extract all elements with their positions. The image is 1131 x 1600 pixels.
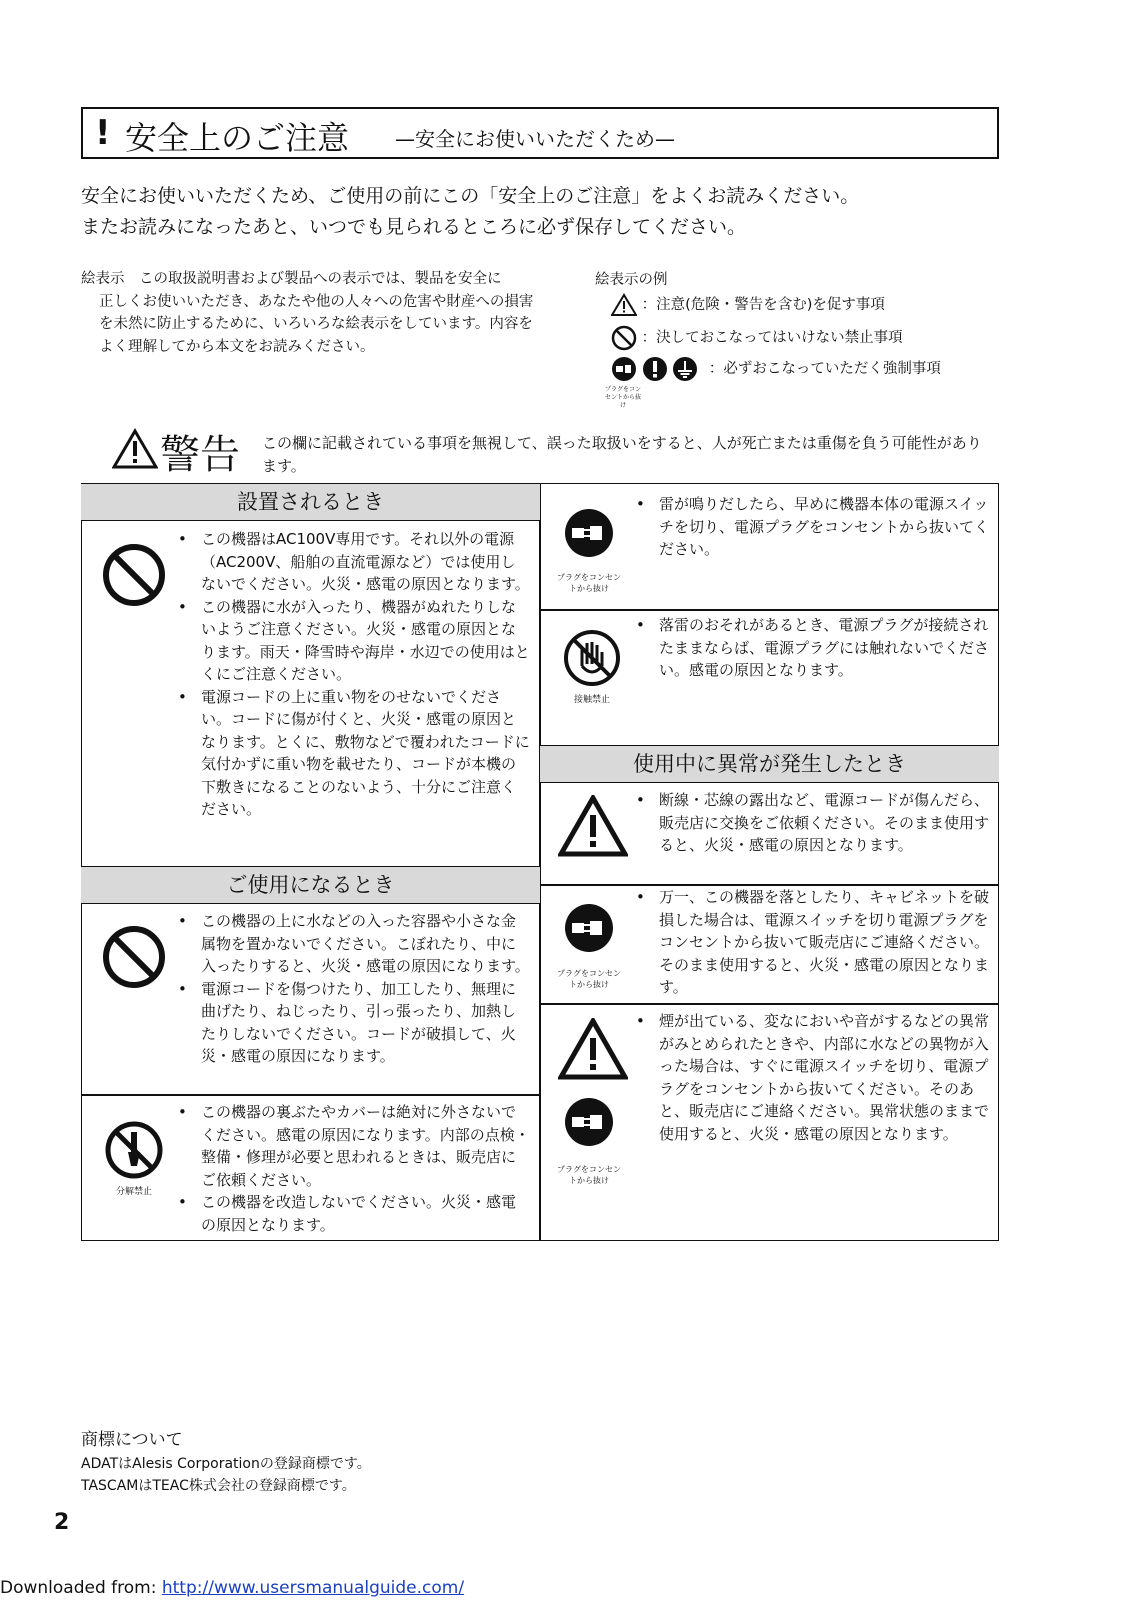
warning-triangle-icon <box>112 428 158 470</box>
usage-list-b <box>178 1101 530 1236</box>
mandatory-legend-row <box>611 356 941 382</box>
abnormal-list-a <box>636 789 991 857</box>
caution-triangle-icon <box>558 1018 628 1080</box>
trademarks <box>81 1427 371 1497</box>
list-item: • この機器を改造しないでください。火災・感電の原因となります。 <box>178 1191 530 1236</box>
disassembly-caption: 分解禁止 <box>115 1187 152 1197</box>
abnormal-list-b <box>636 886 991 999</box>
plug-caption-small: プラグをコンセントから抜け <box>604 386 641 409</box>
page-number: 2 <box>54 1510 70 1535</box>
section-header-abnormal: 使用中に異常が発生したとき <box>540 745 999 783</box>
row-divider <box>540 1003 999 1005</box>
symbol-description-first: 絵表示 この取扱説明書および製品への表示では、製品を安全に <box>81 271 502 287</box>
no-touch-icon <box>562 628 622 688</box>
list-item: • 煙が出ている、変なにおいや音がするなどの異常がみとめられたときや、内部に水などの異物が入った場合は、すぐに電源スイッチを切り、電源プラグをコンセントから抜いてください。そのあと、販売店にご連絡ください。異常状態のままで使用すると、火災・感電の原因となります。 <box>636 1010 991 1145</box>
unplug-icon <box>564 508 614 558</box>
mandatory-exclamation-icon <box>642 356 668 382</box>
caution-triangle-icon <box>558 795 628 857</box>
unplug-caption: プラグをコンセントから抜け <box>557 573 621 593</box>
intro-line: 安全にお使いいただくため、ご使用の前にこの「安全上のご注意」をよくお読みください。 <box>81 185 860 207</box>
prohibited-icon <box>102 925 166 989</box>
list-item: • 落雷のおそれがあるとき、電源プラグが接続されたままならば、電源プラグには触れないでください。感電の原因となります。 <box>636 614 991 682</box>
download-link[interactable]: http://www.usersmanualguide.com/ <box>161 1578 465 1598</box>
list-item: • この機器の裏ぶたやカバーは絶対に外さないでください。感電の原因になります。内部の点検・整備・修理が必要と思われるときは、販売店にご依頼ください。 <box>178 1101 530 1191</box>
list-item: • 電源コードを傷つけたり、加工したり、無理に曲げたり、ねじったり、引っ張ったり、加熱したりしないでください。コードが破損して、火災・感電の原因になります。 <box>178 978 530 1068</box>
unplug-caption: プラグをコンセントから抜け <box>557 969 621 989</box>
list-item: • この機器はAC100V専用です。それ以外の電源（AC200V、船舶の直流電源など）では使用しないでください。火災・感電の原因となります。 <box>178 528 530 596</box>
no-touch-caption: 接触禁止 <box>573 695 610 705</box>
section-header-installation: 設置されるとき <box>81 483 540 521</box>
disassembly-prohibited-icon <box>104 1120 164 1180</box>
row-divider <box>540 609 999 611</box>
list-item: • 電源コードの上に重い物をのせないでください。コードに傷が付くと、火災・感電の原因となります。とくに、敷物などで覆われたコードに気付かずに重い物を載せたり、コードが本機の下敷きになることのないよう、十分にご注意ください。 <box>178 686 530 821</box>
prohibited-icon <box>611 325 637 351</box>
exclamation-icon: ! <box>95 113 111 153</box>
list-item: • 雷が鳴りだしたら、早めに機器本体の電源スイッチを切り、電源プラグをコンセントから抜いてください。 <box>636 493 991 561</box>
prohibited-legend-text: ：決しておこなってはいけない禁止事項 <box>641 330 903 346</box>
list-item: • この機器の上に水などの入った容器や小さな金属物を置かないでください。こぼれたり、中に入ったりすると、火災・感電の原因になります。 <box>178 910 530 978</box>
symbol-examples-title: 絵表示の例 <box>595 272 668 288</box>
section-header-usage: ご使用になるとき <box>81 866 540 904</box>
list-item: • 断線・芯線の露出など、電源コードが傷んだら、販売店に交換をご依頼ください。そのまま使用すると、火災・感電の原因となります。 <box>636 789 991 857</box>
prohibited-legend-row <box>611 325 903 351</box>
unplug-caption: プラグをコンセントから抜け <box>557 1165 621 1185</box>
list-item: • 万一、この機器を落としたり、キャビネットを破損した場合は、電源スイッチを切り電源プラグをコンセントから抜いて販売店にご連絡ください。そのまま使用すると、火災・感電の原因となります。 <box>636 886 991 999</box>
trademark-line: ADATはAlesis Corporationの登録商標です。 <box>81 1456 371 1472</box>
intro-line: またお読みになったあと、いつでも見られるところに必ず保存してください。 <box>81 216 747 238</box>
warning-title: 警告 <box>160 432 240 478</box>
symbol-description <box>81 268 546 358</box>
unplug-icon <box>564 1097 614 1147</box>
symbol-description-body: 正しくお使いいただき、あなたや他の人々への危害や財産への損害を未然に防止するために、いろいろな絵表示をしています。内容をよく理解してから本文をお読みください。 <box>99 293 534 355</box>
trademark-line: TASCAMはTEAC株式会社の登録商標です。 <box>81 1478 356 1494</box>
unplug-icon <box>611 356 637 382</box>
thunder-list-b <box>636 614 991 682</box>
list-item: • この機器に水が入ったり、機器がぬれたりしないようご注意ください。火災・感電の原因となります。雨天・降雪時や海岸・水辺での使用はとくにご注意ください。 <box>178 596 530 686</box>
section-title-box <box>81 107 999 159</box>
download-label: Downloaded from: <box>0 1578 162 1598</box>
unplug-icon <box>564 903 614 953</box>
caution-legend-text: ：注意(危険・警告を含む)を促す事項 <box>641 297 885 313</box>
caution-triangle-icon <box>611 293 637 317</box>
warning-description: この欄に記載されている事項を無視して、誤った取扱いをすると、人が死亡または重傷を負う可能性があります。 <box>262 434 982 475</box>
installation-list <box>178 528 530 821</box>
page-title: 安全上のご注意 <box>125 119 350 157</box>
thunder-list-a <box>636 493 991 561</box>
row-divider <box>81 1094 540 1096</box>
abnormal-list-c <box>636 1010 991 1145</box>
caution-legend-row <box>611 293 885 317</box>
intro-text <box>81 181 859 243</box>
ground-icon <box>672 356 698 382</box>
page-subtitle: —安全にお使いいただくため— <box>395 127 675 151</box>
symbol-examples <box>595 268 975 409</box>
usage-list-a <box>178 910 530 1068</box>
mandatory-legend-text: ：必ずおこなっていただく強制事項 <box>708 361 941 377</box>
prohibited-icon <box>102 543 166 607</box>
download-footer <box>0 1578 464 1598</box>
table-divider <box>539 483 541 1241</box>
trademarks-title: 商標について <box>81 1430 183 1450</box>
